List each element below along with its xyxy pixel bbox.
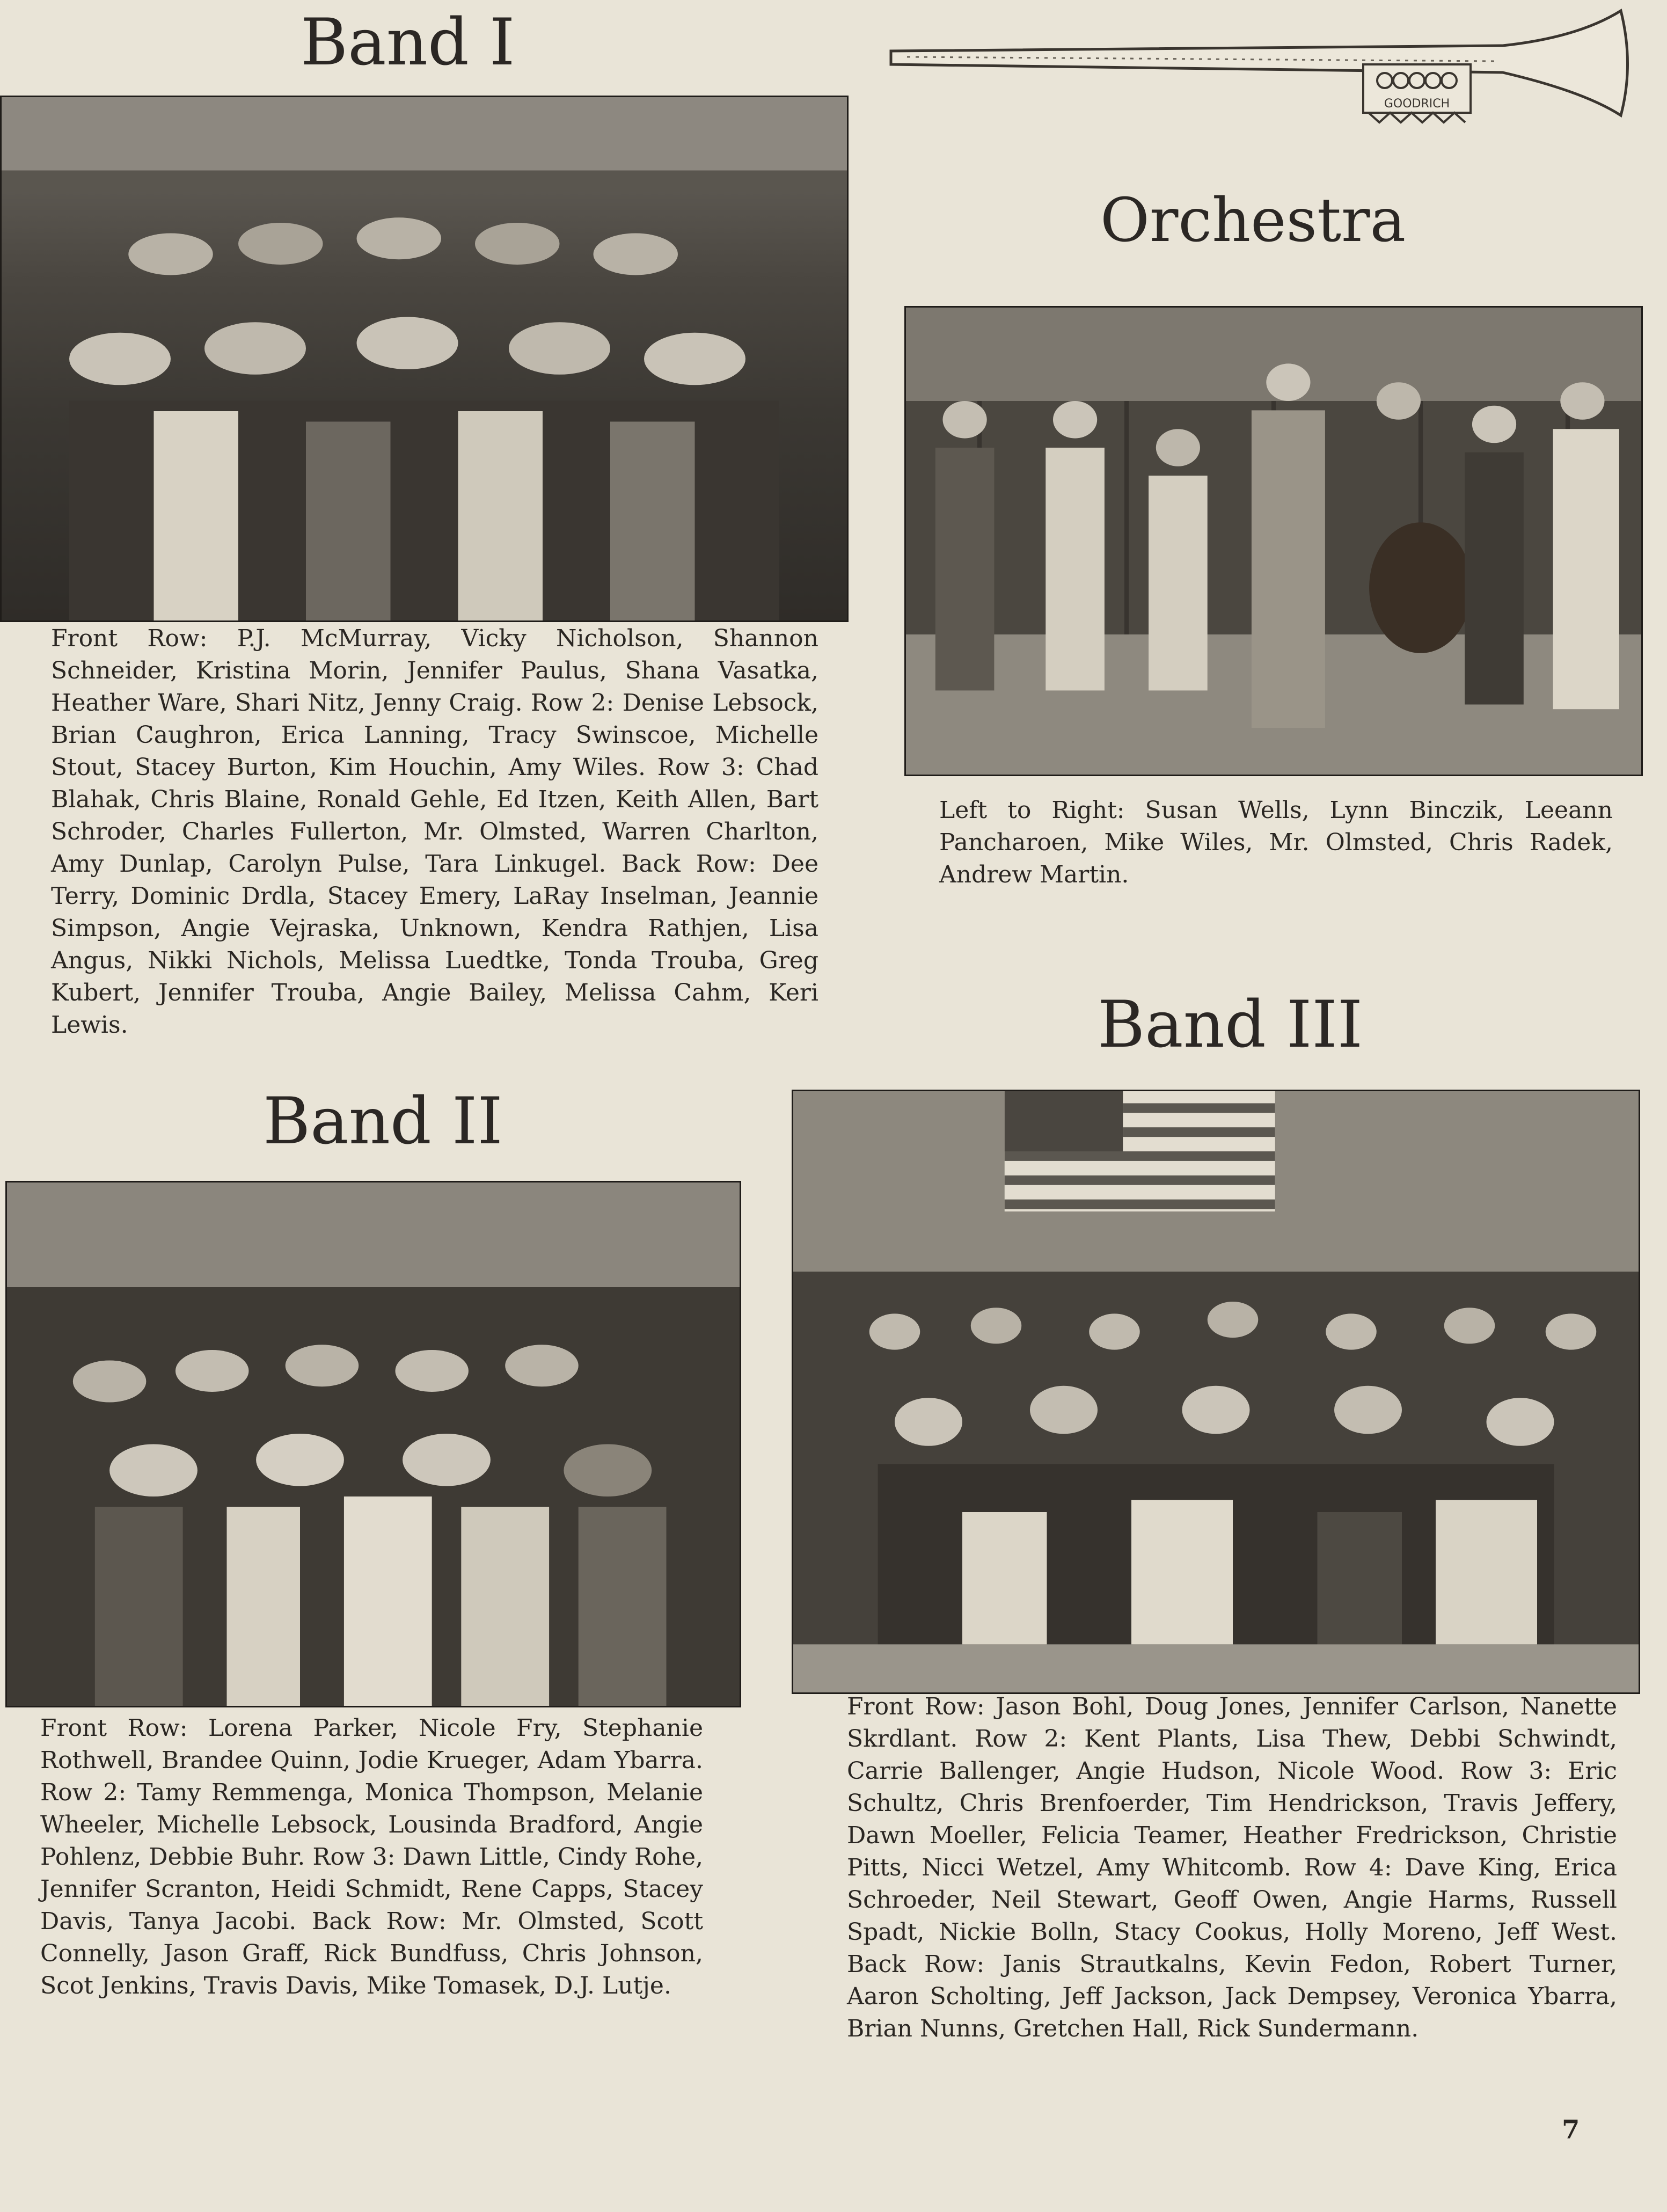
band2-photo bbox=[5, 1181, 741, 1707]
band2-caption: Front Row: Lorena Parker, Nicole Fry, Stephanie Rothwell, Brandee Quinn, Jodie Krueger, Adam Ybarra. Row 2: Tamy Remmenga, Monica Thompson, Melanie Wheeler, Michelle Lebsock, Lousinda Bradford, Angie Pohlenz, Debbie Buhr. Row 3: Dawn Little, Cindy Rohe, Jennifer Scranton, Heidi Schmidt, Rene Capps, Stacey Davis, Tanya Jacobi. Back Row: Mr. Olmsted, Scott Connelly, Jason Graff, Rick Bundfuss, Chris Johnson, Scot Jenkins, Travis Davis, Mike Tomasek, D.J. Lutje. bbox=[40, 1714, 703, 1999]
orchestra-caption: Left to Right: Susan Wells, Lynn Binczik, Leeann Pancharoen, Mike Wiles, Mr. Olmsted, Chris Radek, Andrew Martin. bbox=[939, 797, 1613, 888]
orchestra-heading: Orchestra bbox=[1100, 186, 1406, 255]
flag-icon bbox=[1005, 1091, 1275, 1211]
band2-heading: Band II bbox=[263, 1084, 503, 1159]
band1-heading: Band I bbox=[301, 5, 515, 80]
orchestra-photo bbox=[904, 306, 1643, 776]
band3-photo bbox=[792, 1090, 1640, 1694]
band3-heading: Band III bbox=[1098, 988, 1363, 1062]
horn-label: GOODRICH bbox=[1384, 97, 1450, 111]
trumpet-icon bbox=[886, 5, 1637, 129]
band1-caption: Front Row: P.J. McMurray, Vicky Nicholson, Shannon Schneider, Kristina Morin, Jennifer Paulus, Shana Vasatka, Heather Ware, Shari Nitz, Jenny Craig. Row 2: Denise Lebsock, Brian Caughron, Erica Lanning, Tracy Swinscoe, Michelle Stout, Stacey Burton, Kim Houchin, Amy Wiles. Row 3: Chad Blahak, Chris Blaine, Ronald Gehle, Ed Itzen, Keith Allen, Bart Schroder, Charles Fullerton, Mr. Olmsted, Warren Charlton, Amy Dunlap, Carolyn Pulse, Tara Linkugel. Back Row: Dee Terry, Dominic Drdla, Stacey Emery, LaRay Inselman, Jeannie Simpson, Angie Vejraska, Unknown, Kendra Rathjen, Lisa Angus, Nikki Nichols, Melissa Luedtke, Tonda Trouba, Greg Kubert, Jennifer Trouba, Angie Bailey, Melissa Cahm, Keri Lewis. bbox=[51, 625, 818, 1039]
band3-caption: Front Row: Jason Bohl, Doug Jones, Jennifer Carlson, Nanette Skrdlant. Row 2: Kent Plants, Lisa Thew, Debbi Schwindt, Carrie Ballenger, Angie Hudson, Nicole Wood. Row 3: Eric Schultz, Chris Brenfoerder, Tim Hendrickson, Travis Jeffery, Dawn Moeller, Felicia Teamer, Heather Fredrickson, Christie Pitts, Nicci Wetzel, Amy Whitcomb. Row 4: Dave King, Erica Schroeder, Neil Stewart, Geoff Owen, Angie Harms, Russell Spadt, Nickie Bolln, Stacy Cookus, Holly Moreno, Jeff West. Back Row: Janis Strautkalns, Kevin Fedon, Robert Turner, Aaron Scholting, Jeff Jackson, Jack Dempsey, Veronica Ybarra, Brian Nunns, Gretchen Hall, Rick Sundermann. bbox=[847, 1693, 1617, 2042]
band1-photo bbox=[0, 96, 849, 622]
page-number: 7 bbox=[1562, 2115, 1580, 2145]
